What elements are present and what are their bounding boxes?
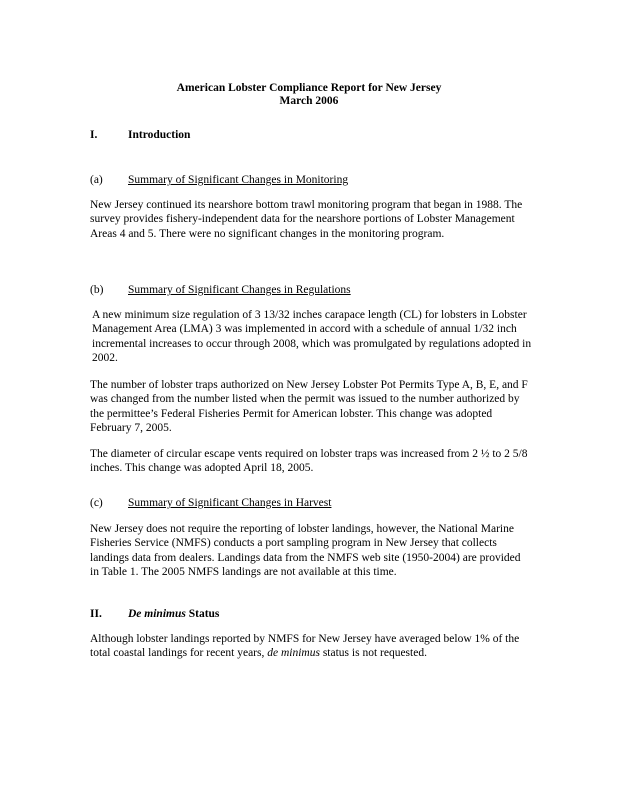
paragraph-monitoring: New Jersey continued its nearshore bottom trawl monitoring program that began in 1988. The survey provides fishery-independent data for the nearshore portions of Lobster Management Areas 4 and 5. There were no significant changes in the monitoring program. <box>90 199 523 240</box>
paragraph-de-minimus <box>90 632 530 661</box>
section-title-rest: Status <box>185 608 220 620</box>
subsection-label: (b) <box>90 284 104 296</box>
report-date: March 2006 <box>279 95 339 107</box>
paragraph-escape-vents: The diameter of circular escape vents required on lobster traps was increased from 2 ½ to 2 5/8 inches. This change was adopted April 18, 2005. <box>90 448 528 475</box>
text-run-italic: de minimus <box>267 647 320 660</box>
subsection-title: Summary of Significant Changes in Harvest <box>128 497 332 509</box>
subsection-b-heading <box>90 283 351 297</box>
section-number: II. <box>90 608 102 620</box>
section-number: I. <box>90 129 98 141</box>
section-de-minimus-heading <box>90 607 219 621</box>
paragraph-minimum-size: A new minimum size regulation of 3 13/32 inches carapace length (CL) for lobsters in Lobster Management Area (LMA) 3 was implemented in accord with a schedule of annual 1/32 inch incremental increases to occur through 2008, which was promulgated by regulations adopted in 2002. <box>92 309 532 365</box>
subsection-title: Summary of Significant Changes in Monitoring <box>128 174 349 186</box>
subsection-label: (a) <box>90 174 103 186</box>
subsection-label: (c) <box>90 497 103 509</box>
text-run: status is not requested. <box>319 647 427 660</box>
subsection-c-heading <box>90 496 331 510</box>
subsection-a-heading <box>90 173 348 187</box>
section-title: Introduction <box>128 129 191 141</box>
paragraph-harvest: New Jersey does not require the reporting of lobster landings, however, the National Marine Fisheries Service (NMFS) conducts a port sampling program in New Jersey that collects landings data from dealers. Landings data from the NMFS web site (1950-2004) are provided in Table 1. The 2005 NMFS landings are not available at this time. <box>90 523 521 579</box>
paragraph-trap-numbers: The number of lobster traps authorized on New Jersey Lobster Pot Permits Type A, B, E, and F was changed from the number listed when the permit was issued to the number authorized by the permittee’s Federal Fisheries Permit for American lobster. This change was adopted February 7, 2005. <box>90 379 528 435</box>
subsection-title: Summary of Significant Changes in Regulations <box>128 284 351 296</box>
section-introduction-heading <box>90 128 190 142</box>
text-run: Although lobster landings reported by NMFS for New Jersey have averaged below 1% of the total coastal landings for recent years, <box>90 633 520 660</box>
section-title-italic: De minimus <box>128 608 186 620</box>
report-title: American Lobster Compliance Report for New Jersey <box>176 82 442 94</box>
